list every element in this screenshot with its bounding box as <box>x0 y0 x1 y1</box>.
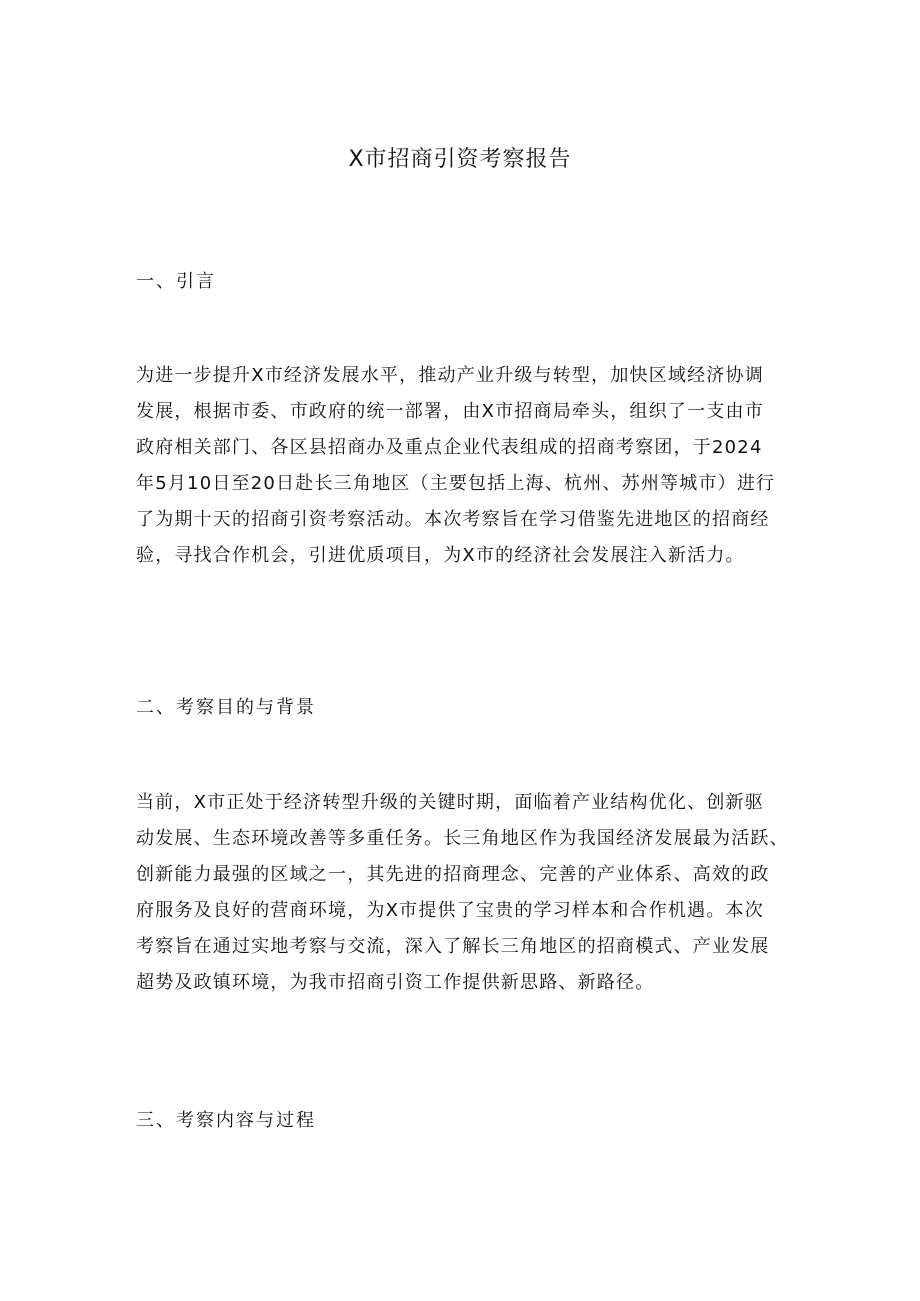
paragraph-line: 政府相关部门、各区县招商办及重点企业代表组成的招商考察团，于2024 <box>136 437 763 458</box>
section-heading-content-process: 三、考察内容与过程 <box>136 1110 316 1131</box>
paragraph-line: 了为期十天的招商引资考察活动。本次考察旨在学习借鉴先进地区的招商经 <box>136 509 770 530</box>
paragraph-line: 考察旨在通过实地考察与交流，深入了解长三角地区的招商模式、产业发展 <box>136 936 770 957</box>
paragraph-line: 发展，根据市委、市政府的统一部署，由X市招商局牵头，组织了一支由市 <box>136 401 764 422</box>
document-title: X市招商引资考察报告 <box>348 147 572 172</box>
paragraph-line: 验，寻找合作机会，引进优质项目，为X市的经济社会发展注入新活力。 <box>136 545 745 566</box>
section-heading-introduction: 一、引言 <box>136 271 216 292</box>
paragraph-line: 为进一步提升X市经济发展水平，推动产业升级与转型，加快区域经济协调 <box>136 365 764 386</box>
section-paragraph-introduction <box>136 358 796 574</box>
paragraph-line: 年5月10日至20日赴长三角地区（主要包括上海、杭州、苏州等城市）进行 <box>136 473 776 494</box>
paragraph-line: 创新能力最强的区域之一，其先进的招商理念、完善的产业体系、高效的政 <box>136 864 770 885</box>
section-paragraph-purpose-background <box>136 785 796 1001</box>
paragraph-line: 超势及政镇环境，为我市招商引资工作提供新思路、新路径。 <box>136 972 655 993</box>
paragraph-line: 动发展、生态环境改善等多重任务。长三角地区作为我国经济发展最为活跃、 <box>136 828 789 849</box>
paragraph-line: 当前，X市正处于经济转型升级的关键时期，面临着产业结构优化、创新驱 <box>136 792 764 813</box>
section-heading-purpose-background: 二、考察目的与背景 <box>136 697 316 718</box>
paragraph-line: 府服务及良好的营商环境，为X市提供了宝贵的学习样本和合作机遇。本次 <box>136 900 764 921</box>
